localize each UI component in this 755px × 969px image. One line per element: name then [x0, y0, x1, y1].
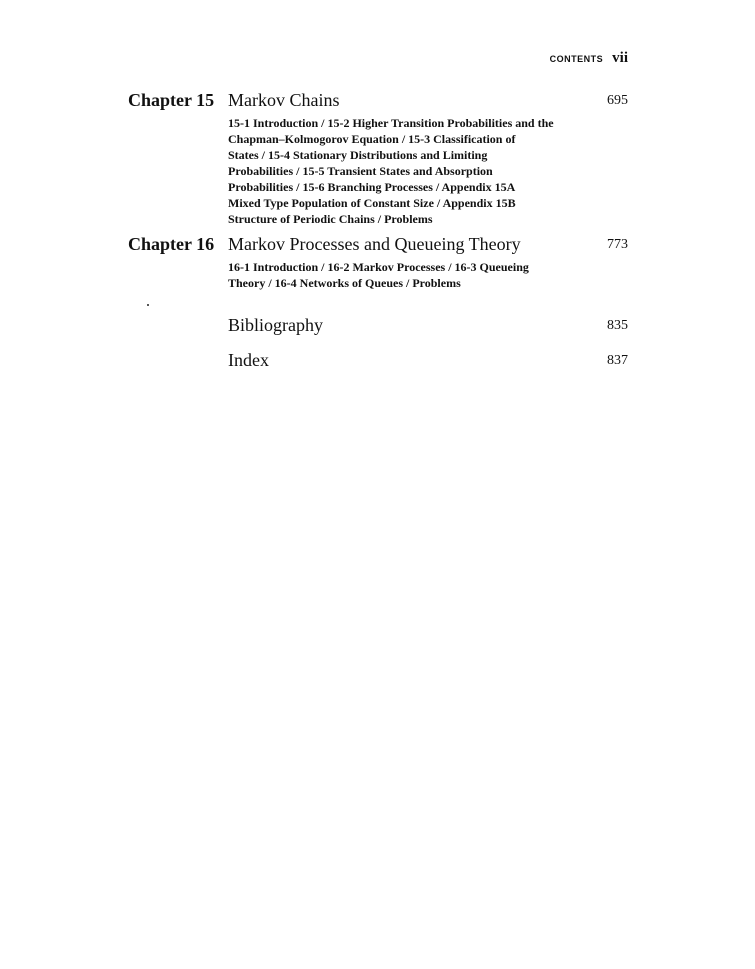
page-number: 837 [607, 353, 628, 368]
chapter-label: Chapter 16 [128, 234, 215, 254]
running-head [550, 50, 628, 67]
page-number: 773 [607, 237, 628, 252]
section-line: Theory / 16-4 Networks of Queues / Problems [228, 276, 461, 290]
chapter-title: Markov Processes and Queueing Theory [228, 234, 521, 254]
section-list [228, 115, 588, 227]
running-head-page-number: vii [612, 50, 628, 66]
section-line: States / 15-4 Stationary Distributions and Limiting [228, 148, 488, 162]
chapter-label: Chapter 15 [128, 90, 215, 110]
page-number: 835 [607, 318, 628, 333]
section-line: Mixed Type Population of Constant Size / Appendix 15B [228, 196, 516, 210]
section-line: Chapman–Kolmogorov Equation / 15-3 Classification of [228, 132, 516, 146]
section-line: Structure of Periodic Chains / Problems [228, 212, 433, 226]
section-line: Probabilities / 15-5 Transient States and Absorption [228, 164, 493, 178]
section-line: 16-1 Introduction / 16-2 Markov Processes / 16-3 Queueing [228, 260, 529, 274]
entry-title: Bibliography [228, 315, 323, 335]
section-line: Probabilities / 15-6 Branching Processes / Appendix 15A [228, 180, 516, 194]
section-list [228, 259, 588, 291]
stray-print-mark [147, 304, 149, 306]
page-number: 695 [607, 93, 628, 108]
chapter-title: Markov Chains [228, 90, 340, 110]
entry-title: Index [228, 350, 269, 370]
section-line: 15-1 Introduction / 15-2 Higher Transition Probabilities and the [228, 116, 554, 130]
running-head-label: CONTENTS [549, 54, 604, 64]
